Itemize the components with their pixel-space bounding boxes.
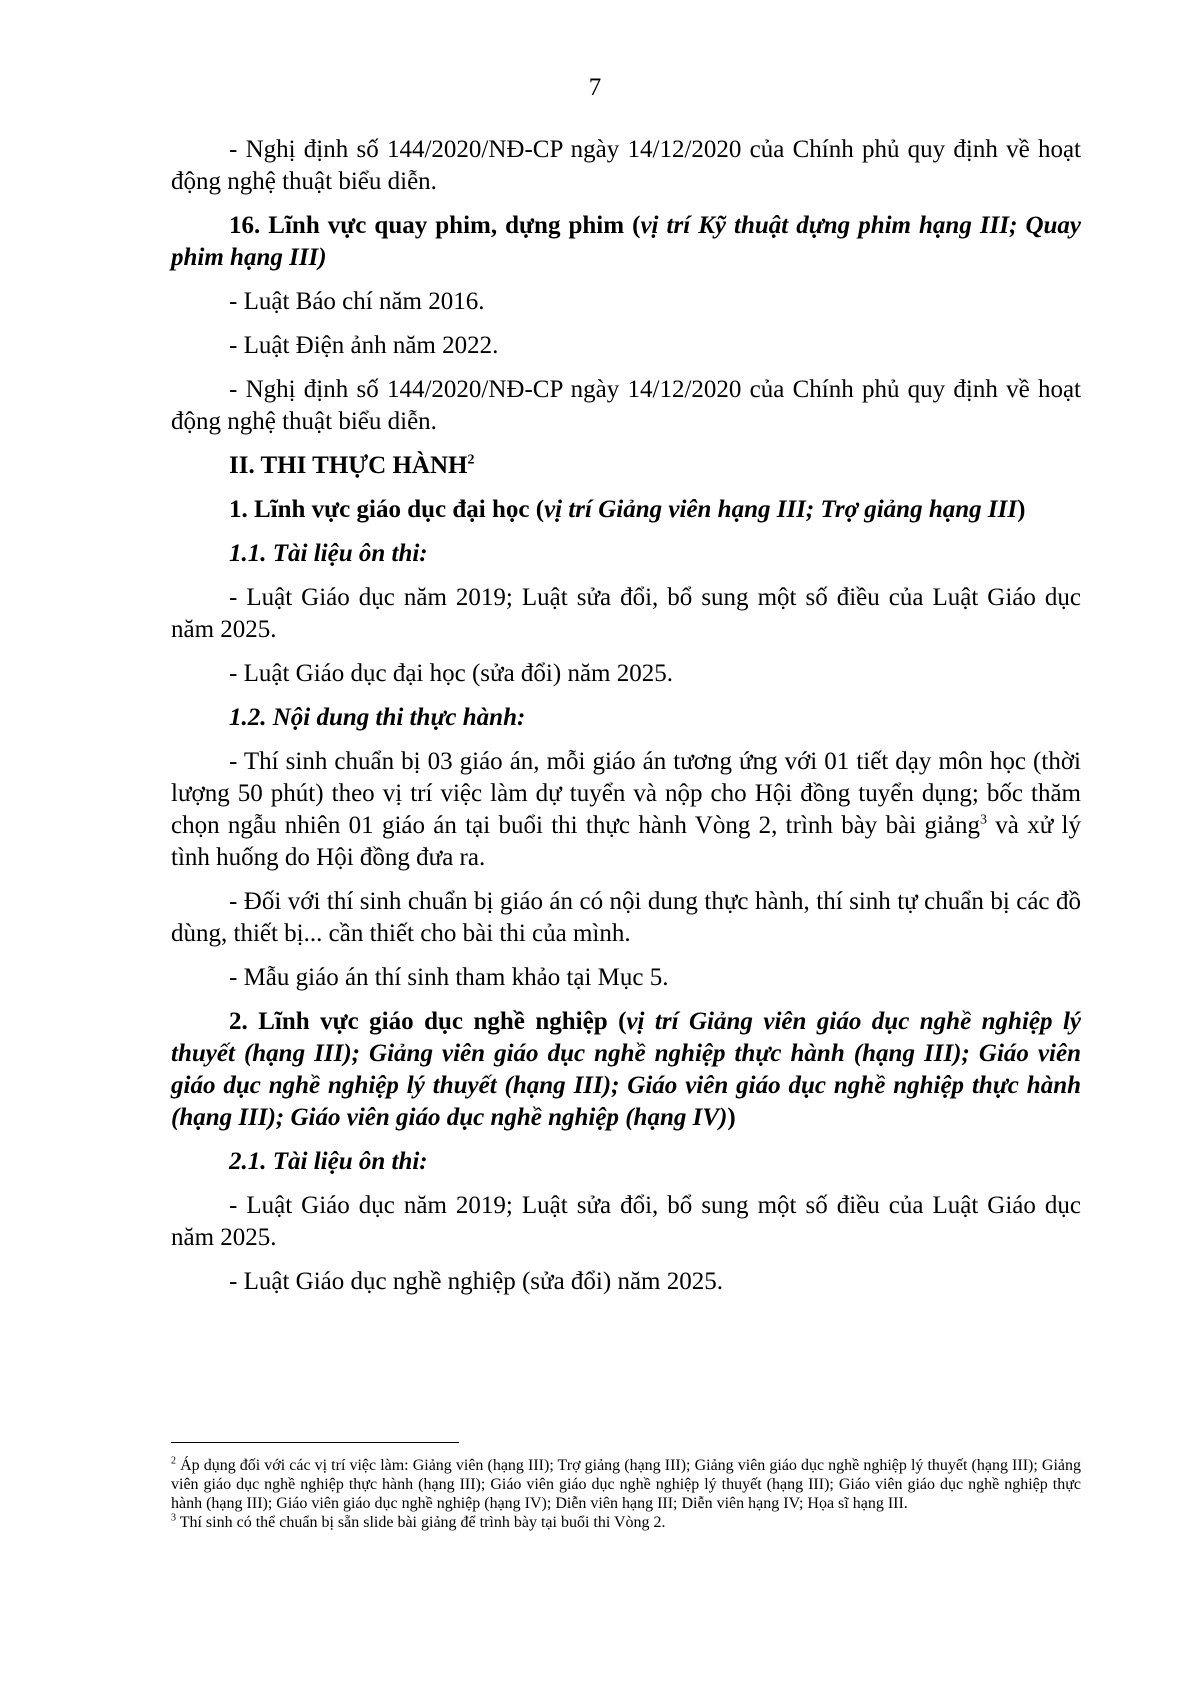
heading-2-label: 2. Lĩnh vực giáo dục nghề nghiệp ( <box>229 1008 627 1035</box>
heading-1-label: 1. Lĩnh vực giáo dục đại học ( <box>229 496 545 523</box>
paragraph-vocational-education-law: - Luật Giáo dục nghề nghiệp (sửa đổi) năm 2025. <box>229 1268 723 1295</box>
heading-1-positions: vị trí Giảng viên hạng III; Trợ giảng hạng III <box>544 496 1018 523</box>
heading-2-positions: vị trí Giảng viên giáo dục nghề nghiệp lý thuyết (hạng III); Giảng viên giáo dục nghề nghiệp thực hành (hạng III); Giáo viên giáo dục nghề nghiệp lý thuyết (hạng III); Giáo viên giáo dục nghề nghiệp thực hành (hạng III); Giáo viên giáo dục nghề nghiệp (hạng IV) <box>171 1008 1081 1131</box>
subheading-2-1: 2.1. Tài liệu ôn thi: <box>229 1148 428 1175</box>
heading-2-close: ) <box>727 1104 736 1131</box>
heading-2-vocational-education <box>171 1006 1081 1134</box>
heading-1-higher-education <box>171 494 1081 526</box>
heading-16-close: ) <box>318 244 327 271</box>
footnote-2-text: Áp dụng đối với các vị trí việc làm: Giảng viên (hạng III); Trợ giảng (hạng III); Giảng viên giáo dục nghề nghiệp lý thuyết (hạng III); Giảng viên giáo dục nghề nghiệp thực hành (hạng III); Giáo viên giáo dục nghề nghiệp lý thuyết (hạng III); Giáo viên giáo dục nghề nghiệp thực hành (hạng III); Giáo viên giáo dục nghề nghiệp (hạng IV); Diễn viên hạng III; Diễn viên hạng IV; Họa sĩ hạng III. <box>171 1457 1081 1512</box>
heading-16-film <box>171 210 1081 274</box>
paragraph-education-law-2: - Luật Giáo dục năm 2019; Luật sửa đổi, bổ sung một số điều của Luật Giáo dục năm 2025. <box>171 1192 1081 1251</box>
footnote-2 <box>171 1456 1081 1513</box>
footnote-ref-2[interactable]: 2 <box>467 452 475 468</box>
document-body <box>171 134 1081 1310</box>
paragraph-decree-144-repeat: - Nghị định số 144/2020/NĐ-CP ngày 14/12/2020 của Chính phủ quy định về hoạt động nghệ thuật biểu diễn. <box>171 376 1081 435</box>
paragraph-decree-144: - Nghị định số 144/2020/NĐ-CP ngày 14/12/2020 của Chính phủ quy định về hoạt động nghệ thuật biểu diễn. <box>171 136 1081 195</box>
paragraph-practical-equipment: - Đối với thí sinh chuẩn bị giáo án có nội dung thực hành, thí sinh tự chuẩn bị các đồ dùng, thiết bị... cần thiết cho bài thi của mình. <box>171 888 1081 947</box>
page-number: 7 <box>588 74 602 101</box>
paragraph-higher-education-law: - Luật Giáo dục đại học (sửa đổi) năm 2025. <box>229 660 673 687</box>
footnote-3 <box>171 1513 1081 1532</box>
paragraph-cinema-law: - Luật Điện ảnh năm 2022. <box>229 332 499 359</box>
section-ii-title: II. THI THỰC HÀNH <box>229 452 468 479</box>
subheading-1-2: 1.2. Nội dung thi thực hành: <box>229 704 526 731</box>
footnote-3-marker: 3 <box>171 1512 176 1524</box>
footnote-ref-3[interactable]: 3 <box>980 812 987 828</box>
subheading-1-1: 1.1. Tài liệu ôn thi: <box>229 540 428 567</box>
paragraph-lesson-plans <box>171 746 1081 874</box>
heading-16-label: 16. Lĩnh vực quay phim, dựng phim ( <box>229 212 641 239</box>
lesson-plans-text: - Thí sinh chuẩn bị 03 giáo án, mỗi giáo án tương ứng với 01 tiết dạy môn học (thời lượng 50 phút) theo vị trí việc làm dự tuyển và nộp cho Hội đồng tuyển dụng; bốc thăm chọn ngẫu nhiên 01 giáo án tại buổi thi thực hành Vòng 2, trình bày bài giảng <box>171 748 1081 839</box>
lesson-plans-text-end: và xử lý tình huống do Hội đồng đưa ra. <box>171 812 1082 871</box>
footnote-separator <box>171 1442 459 1443</box>
footnote-3-text: Thí sinh có thể chuẩn bị sẵn slide bài giảng để trình bày tại buổi thi Vòng 2. <box>176 1514 666 1531</box>
heading-16-positions: vị trí Kỹ thuật dựng phim hạng III; Quay phim hạng III <box>171 212 1081 271</box>
section-ii-heading <box>171 450 1081 482</box>
paragraph-education-law-1: - Luật Giáo dục năm 2019; Luật sửa đổi, bổ sung một số điều của Luật Giáo dục năm 2025. <box>171 584 1081 643</box>
footnotes <box>171 1456 1081 1532</box>
footnote-2-marker: 2 <box>171 1455 176 1467</box>
heading-1-close: ) <box>1017 496 1026 523</box>
paragraph-press-law: - Luật Báo chí năm 2016. <box>229 288 485 315</box>
paragraph-lesson-template: - Mẫu giáo án thí sinh tham khảo tại Mục 5. <box>229 964 669 991</box>
